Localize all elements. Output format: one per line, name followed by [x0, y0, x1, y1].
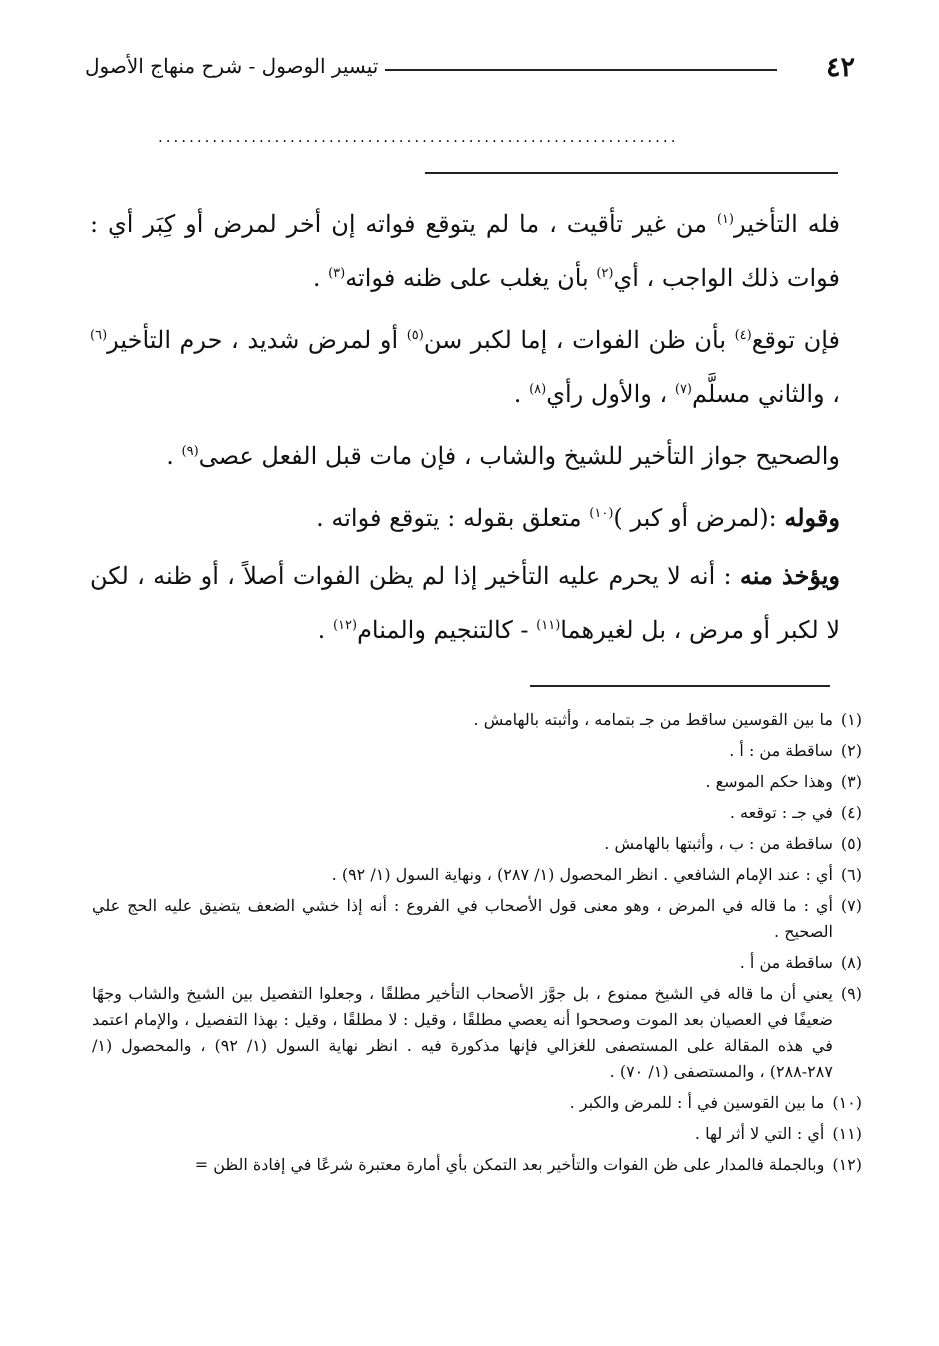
- footnote-ref: (٢): [596, 266, 614, 281]
- bold-lead: وقوله: [784, 503, 840, 532]
- text-run: بأن ظن الفوات ، إما لكبر سن: [423, 326, 735, 354]
- footnote-number: (٣): [840, 772, 862, 791]
- text-run: .: [312, 264, 329, 292]
- paragraph-4: [90, 489, 840, 543]
- footnote-text: ما بين القوسين في أ : للمرض والكبر .: [569, 1093, 825, 1112]
- footnote-number: (٦): [840, 865, 862, 884]
- footnote: [92, 950, 862, 976]
- footnote-text: يعني أن ما قاله في الشيخ ممنوع ، بل جوَّز الأصحاب التأخير مطلقًا ، وجعلوا التفصيل بين الشيخ والشاب وجهًا ضعيفًا في العصيان بعد الموت وصححوا أنه يعصي مطلقًا ، وقيل : لا مطلقًا ، وقيل : بهذا التفصيل ، والإمام اعتمد في هذه المقالة على المستصفى للغزالي فإنها مذكورة فيه . انظر نهاية السول (١/ ٩٢) ، والمحصول (١/ ٢٨٧-٢٨٨) ، والمستصفى (١/ ٧٠) .: [92, 984, 833, 1081]
- footnote-text: ما بين القوسين ساقط من جـ بتمامه ، وأثبته بالهامش .: [473, 710, 833, 729]
- footnote: [92, 1152, 862, 1178]
- separator-rule: [425, 172, 838, 174]
- footnote-number: (٧): [840, 896, 862, 915]
- footnote-text: وهذا حكم الموسع .: [705, 772, 833, 791]
- footnote: [92, 981, 862, 1085]
- text-run: .: [317, 616, 333, 644]
- footnote-number: (٨): [840, 953, 862, 972]
- paragraph-5: [90, 551, 840, 655]
- paragraph-1: [90, 195, 840, 303]
- page-header: [85, 52, 855, 92]
- footnote-separator: [530, 685, 830, 687]
- footnote-ref: (١٠): [589, 506, 614, 521]
- page-number: ٤٢: [825, 52, 855, 83]
- text-run: : أنه لا يحرم عليه التأخير إذا لم يظن الفوات أصلاً ، أو ظنه ، لكن لا لكبر أو مرض ، بل لغيرهما: [90, 562, 840, 644]
- footnote-number: (٢): [840, 741, 862, 760]
- footnote: [92, 800, 862, 826]
- header-rule: [385, 69, 777, 71]
- text-run: .: [513, 380, 530, 408]
- footnote-number: (٤): [840, 803, 862, 822]
- text-run: ، والأول رأي: [546, 380, 675, 408]
- text-run: من غير تأقيت ، ما لم يتوقع فواته إن أخر لمرض أو كِبَر أي : فوات ذلك الواجب ، أي: [90, 210, 840, 292]
- footnote-ref: (١): [716, 212, 734, 227]
- footnote-number: (١٠): [832, 1093, 862, 1112]
- footnote-ref: (١١): [536, 618, 561, 633]
- footnote-text: في جـ : توقعه .: [729, 803, 833, 822]
- footnotes: [92, 707, 862, 1183]
- footnote-text: وبالجملة فالمدار على ظن الفوات والتأخير بعد التمكن بأي أمارة معتبرة شرعًا في إفادة الظن =: [194, 1155, 825, 1174]
- footnote-number: (١١): [832, 1124, 862, 1143]
- footnote-text: أي : عند الإمام الشافعي . انظر المحصول (١/ ٢٨٧) ، ونهاية السول (١/ ٩٢) .: [331, 865, 833, 884]
- footnote-text: أي : ما قاله في المرض ، وهو معنى قول الأصحاب في الفروع : أنه إذا خشي الضعف يتضيق عليه الحج علي الصحيح .: [92, 896, 833, 941]
- footnote: [92, 831, 862, 857]
- footnote-number: (١٢): [832, 1155, 862, 1174]
- main-text: [90, 195, 840, 663]
- footnote: [92, 893, 862, 945]
- footnote-ref: (٥): [406, 328, 424, 343]
- footnote-ref: (٤): [734, 328, 752, 343]
- text-run: ، والثاني مسلَّم: [692, 380, 840, 408]
- footnote-ref: (٧): [674, 382, 692, 397]
- footnote-ref: (١٢): [332, 618, 358, 633]
- running-title: تيسير الوصول - شرح منهاج الأصول: [85, 54, 379, 78]
- footnote-number: (٩): [840, 984, 862, 1003]
- footnote: [92, 738, 862, 764]
- paragraph-3: [90, 427, 840, 481]
- ellipsis-line: ...................................................................: [158, 128, 679, 146]
- footnote-text: أي : التي لا أثر لها .: [694, 1124, 825, 1143]
- footnote-ref: (٨): [529, 382, 547, 397]
- text-run: متعلق بقوله : يتوقع فواته .: [316, 504, 590, 532]
- footnote-text: ساقطة من أ .: [739, 953, 833, 972]
- text-run: بأن يغلب على ظنه فواته: [345, 264, 597, 292]
- footnote: [92, 1121, 862, 1147]
- footnote: [92, 1090, 862, 1116]
- footnote-text: ساقطة من : ب ، وأثبتها بالهامش .: [604, 834, 833, 853]
- footnote: [92, 707, 862, 733]
- text-run: فإن توقع: [751, 326, 840, 354]
- footnote-number: (٥): [840, 834, 862, 853]
- footnote: [92, 862, 862, 888]
- footnote-ref: (٣): [328, 266, 346, 281]
- text-run: أو لمرض شديد ، حرم التأخير: [107, 326, 407, 354]
- footnote-ref: (٦): [90, 328, 108, 343]
- footnote-text: ساقطة من : أ .: [729, 741, 833, 760]
- text-run: :(لمرض أو كبر ): [613, 504, 785, 532]
- bold-lead: ويؤخذ منه: [739, 561, 840, 590]
- footnote: [92, 769, 862, 795]
- footnote-number: (١): [840, 710, 862, 729]
- text-run: .: [166, 442, 182, 470]
- text-run: فله التأخير: [733, 210, 840, 238]
- text-run: والصحيح جواز التأخير للشيخ والشاب ، فإن مات قبل الفعل عصى: [198, 442, 840, 470]
- footnote-ref: (٩): [181, 444, 199, 459]
- text-run: - كالتنجيم والمنام: [357, 616, 537, 644]
- paragraph-2: [90, 311, 840, 419]
